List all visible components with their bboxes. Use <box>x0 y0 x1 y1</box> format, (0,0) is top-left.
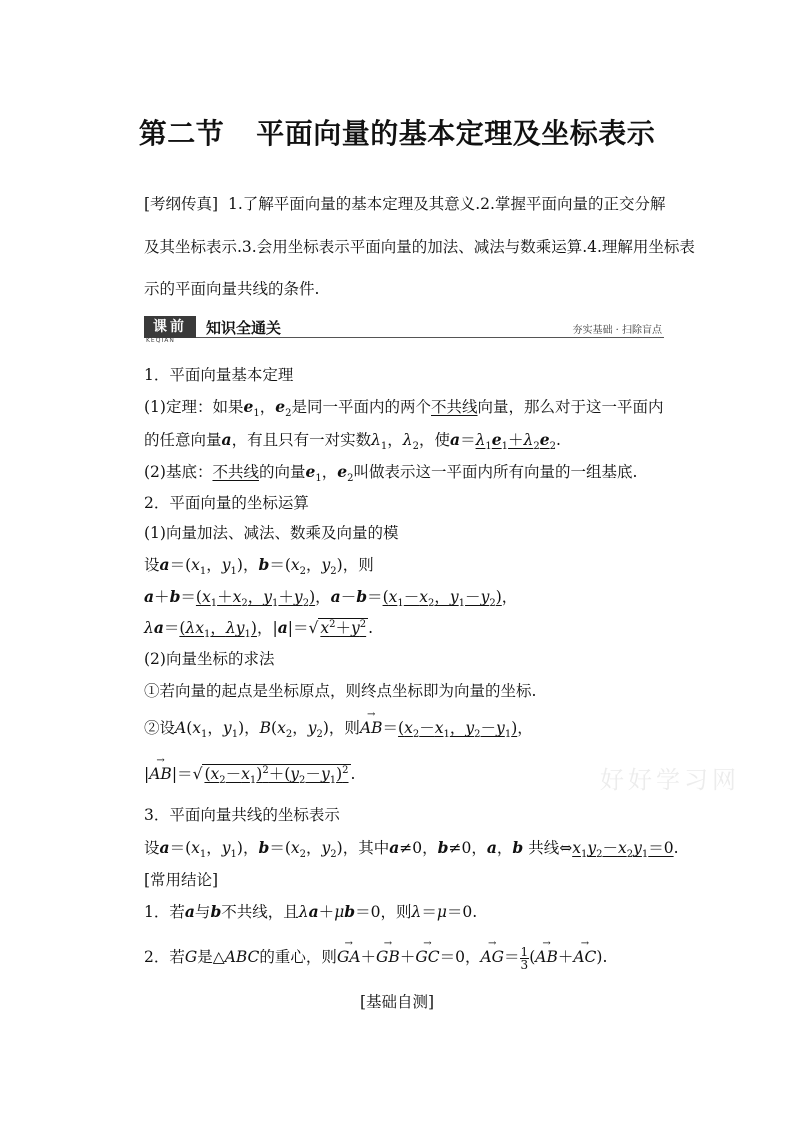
s2-length-ab: |→ AB|＝√ $(x_2-x_1)^2+(y_2-y_1)^2$ . <box>144 762 355 786</box>
conclusions-tag: [常用结论] <box>144 871 219 889</box>
banner-tag: 课前 <box>144 316 196 338</box>
s1-definition-line-1: (1)定理：如果$e_1$，$e_2$是同一平面内的两个不共线向量，那么对于这一平面内 <box>144 397 664 420</box>
s1-definition-line-2: 的任意向量a，有且只有一对实数$\lambda_1$，$\lambda_2$，使$a=\lambda_1e_1+\lambda_2e_2$. <box>144 430 561 453</box>
section-number: 第二节 <box>138 117 225 150</box>
s2-heading: 2．平面向量的坐标运算 <box>144 494 309 512</box>
conclusion-2: 2．若G是△ABC的重心，则→ GA＋→ GB＋→ GC＝0，→ AG＝ $\frac{1}{3}$ (→ AB＋→ AC). <box>144 945 607 971</box>
s2-let: 设$a=(x_1$，$y_1$)，$b=(x_2$，$y_2$)，则 <box>144 555 374 578</box>
answer-vector-ab: ($x_2-x_1$，$y_2-y_1$) <box>398 719 518 741</box>
answer-sum: ($x_1+x_2$，$y_1+y_2$) <box>195 588 316 610</box>
answer-collinear: $x_1y_2-x_2y_1=0$ <box>572 839 674 861</box>
outline-line-3: 示的平面向量共线的条件. <box>144 280 320 298</box>
section-name: 平面向量的基本定理及坐标表示 <box>256 117 656 150</box>
answer-linear-combination: $\lambda_1e_1+\lambda_2e_2$ <box>475 430 556 453</box>
answer-scalar: ($\lambda x_1$，$\lambda y_1$) <box>179 619 257 641</box>
banner-rule <box>196 337 664 338</box>
s2-sub1: (1)向量加法、减法、数乘及向量的模 <box>144 524 399 542</box>
key-term-noncollinear: 不共线 <box>431 398 478 416</box>
outline-line-2: 及其坐标表示.3.会用坐标表示平面向量的加法、减法与数乘运算.4.理解用坐标表 <box>144 238 695 256</box>
s3-collinear: 设$a=(x_1$，$y_1$)，$b=(x_2$，$y_2$)，其中a≠0，b≠0，a，b 共线$\Leftrightarrow x_1y_2-x_2y_1=0$. <box>144 838 679 861</box>
outline-tag: [考纲传真] <box>144 195 219 213</box>
s1-heading: 1．平面向量基本定理 <box>144 366 294 384</box>
fraction-one-third: $\frac{1}{3}$ <box>520 944 529 972</box>
answer-magnitude: √ $x^2+y^2$ <box>308 618 367 637</box>
answer-difference: ($x_1-x_2$，$y_1-y_2$) <box>382 588 502 610</box>
conclusion-1: 1．若a与b不共线，且λa＋μb＝0，则λ＝μ＝0. <box>144 902 478 921</box>
outline-text-1: 1.了解平面向量的基本定理及其意义.2.掌握平面向量的正交分解 <box>227 195 666 213</box>
s2-add-sub: $a+b=(x_1+x_2$，$y_1+y_2$)，$a-b=(x_1-x_2$，$y_1-y_2$)， <box>144 587 518 610</box>
key-term-noncollinear-2: 不共线 <box>212 463 259 481</box>
s2-item2: ②设$A(x_1$，$y_1$)，$B(x_2$，$y_2$)，则→ $AB=(x_2-x_1$，$y_2-y_1$)， <box>144 716 533 740</box>
s2-sub2: (2)向量坐标的求法 <box>144 650 275 668</box>
s1-basis: (2)基底：不共线的向量$e_1$，$e_2$叫做表示这一平面内所有向量的一组基底. <box>144 462 638 485</box>
banner-label: 知识全通关 <box>206 319 282 337</box>
section-banner <box>144 316 664 346</box>
page-title <box>0 112 794 152</box>
s3-heading: 3．平面向量共线的坐标表示 <box>144 806 340 824</box>
banner-tag-sub: KEQIAN <box>146 337 175 344</box>
self-test-heading: [基础自测] <box>359 993 435 1011</box>
answer-length-ab: √ $(x_2-x_1)^2+(y_2-y_1)^2$ <box>192 764 349 787</box>
watermark: 好好学习网 <box>600 766 740 794</box>
s2-scalar-magnitude: $\lambda a=(\lambda x_1$，$\lambda y_1$)，|a|＝√ $x^2+y^2$ . <box>144 618 374 641</box>
banner-slogan: 夯实基础 · 扫除盲点 <box>572 325 662 336</box>
outline-line-1 <box>144 192 665 214</box>
s2-item1: ①若向量的起点是坐标原点，则终点坐标即为向量的坐标. <box>144 682 537 700</box>
